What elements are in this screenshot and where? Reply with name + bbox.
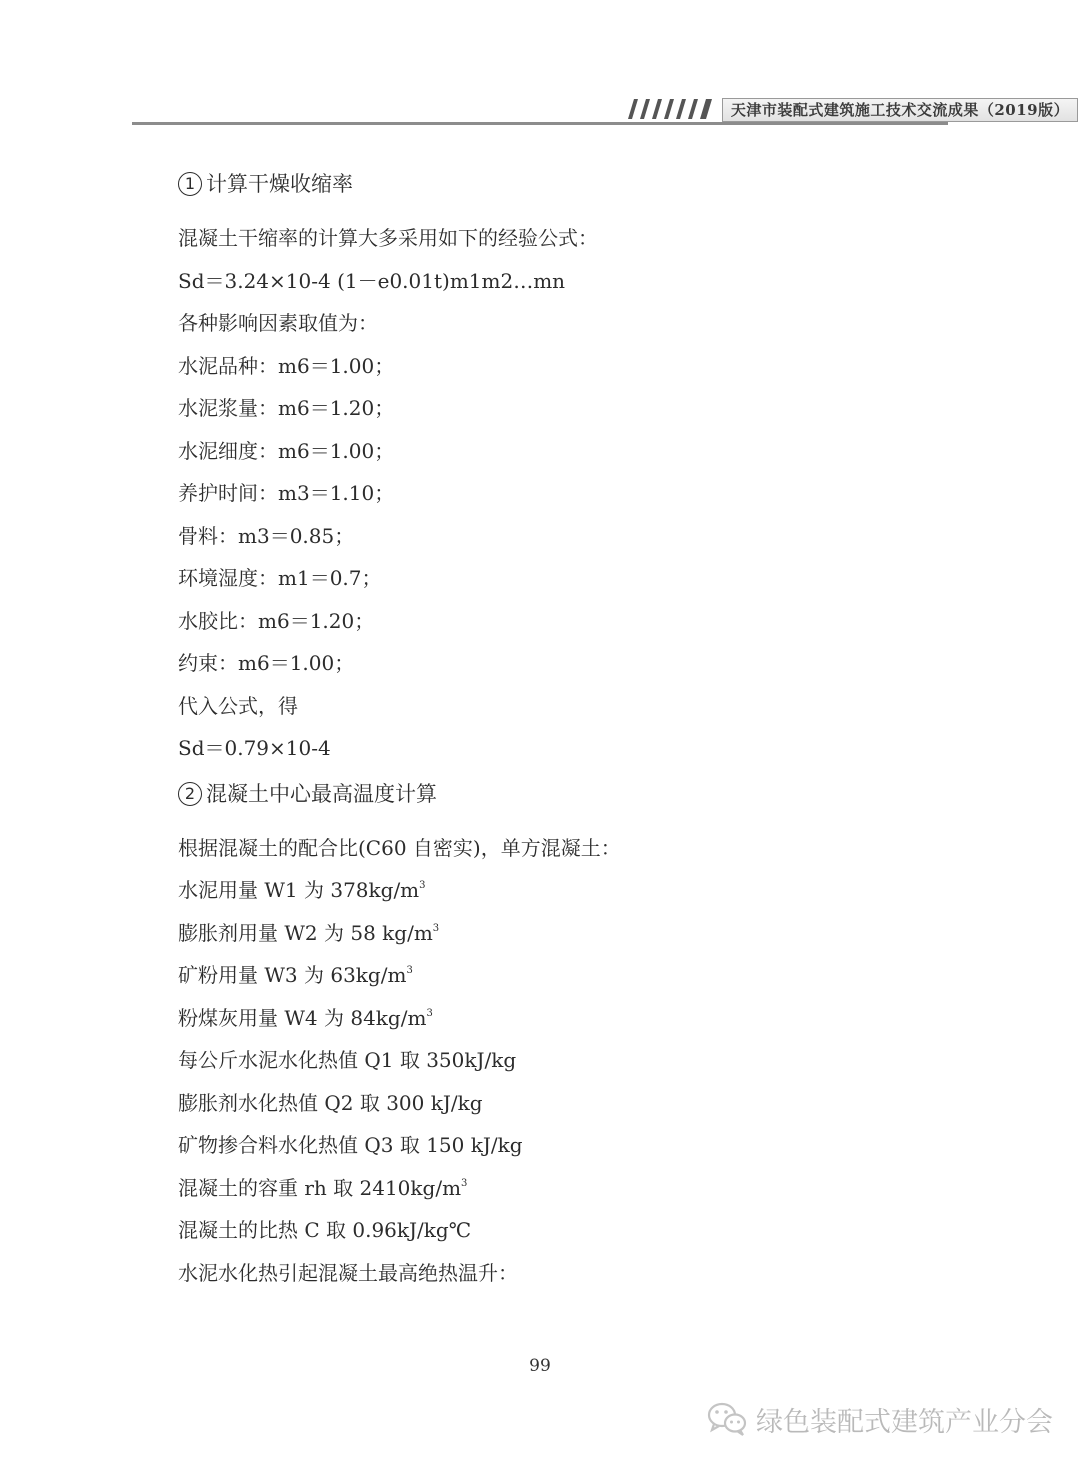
paragraph-line: 各种影响因素取值为： [178,311,378,335]
section-1-heading [178,166,958,217]
header-title: 天津市装配式建筑施工技术交流成果（2019版） [722,98,1078,122]
page-number: 99 [529,1356,551,1376]
section-2-title: 混凝土中心最高温度计算 [206,781,437,806]
header-stripes-decoration [622,99,714,119]
watermark-text: 绿色装配式建筑产业分会 [756,1406,1053,1438]
factor-line: 水胶比：m6＝1.20； [178,608,375,633]
parameter-line: 粉煤灰用量 W4 为 $84kg/m^3$ [178,1005,433,1030]
parameter-line: 矿粉用量 W3 为 $63kg/m^3$ [178,963,413,987]
section-1-title: 计算干燥收缩率 [206,172,353,196]
factor-line: 水泥浆量：m6＝1.20； [178,396,395,420]
paragraph-line: 根据混凝土的配合比(C60 自密实)，单方混凝土： [178,835,621,860]
page-body [178,166,958,1294]
parameter-line: 混凝土的容重 rh 取 $2410kg/m^3$ [178,1175,468,1200]
factor-line: 约束：m6＝1.00； [178,651,355,675]
parameter-line: 膨胀剂水化热值 Q2 取 300 kJ/kg [178,1090,483,1115]
result-line: Sd＝0.79×10-4 [178,736,331,760]
wechat-icon [706,1401,748,1437]
parameter-line: 水泥用量 W1 为 $378kg/m^3$ [178,878,426,902]
section-2-heading [178,776,958,827]
paragraph-line: 水泥水化热引起混凝土最高绝热温升： [178,1260,518,1285]
paragraph-line: 代入公式，得 [178,693,298,718]
parameter-line: 膨胀剂用量 W2 为 58 $kg/m^3$ [178,920,440,945]
header-rule [132,122,948,125]
factor-line: 养护时间：m3＝1.10； [178,481,395,505]
factor-line: 水泥品种：m6＝1.00； [178,353,395,378]
factor-line: 骨料：m3＝0.85； [178,523,355,548]
factor-line: 水泥细度：m6＝1.00； [178,438,395,463]
section-2-number-badge: 2 [178,782,202,806]
parameter-line: 每公斤水泥水化热值 Q1 取 350kJ/kg [178,1048,517,1072]
formula-line: Sd＝3.24×10-4 (1－e0.01t)m1m2…mn [178,268,566,293]
section-1-number-badge: 1 [178,172,202,196]
parameter-line: 矿物掺合料水化热值 Q3 取 150 kJ/kg [178,1133,523,1157]
watermark [706,1396,1053,1442]
running-header [132,96,1070,128]
factor-line: 环境湿度：m1＝0.7； [178,566,382,590]
parameter-line: 混凝土的比热 C 取 0.96kJ/kg℃ [178,1218,472,1242]
paragraph-line: 混凝土干缩率的计算大多采用如下的经验公式： [178,226,598,250]
